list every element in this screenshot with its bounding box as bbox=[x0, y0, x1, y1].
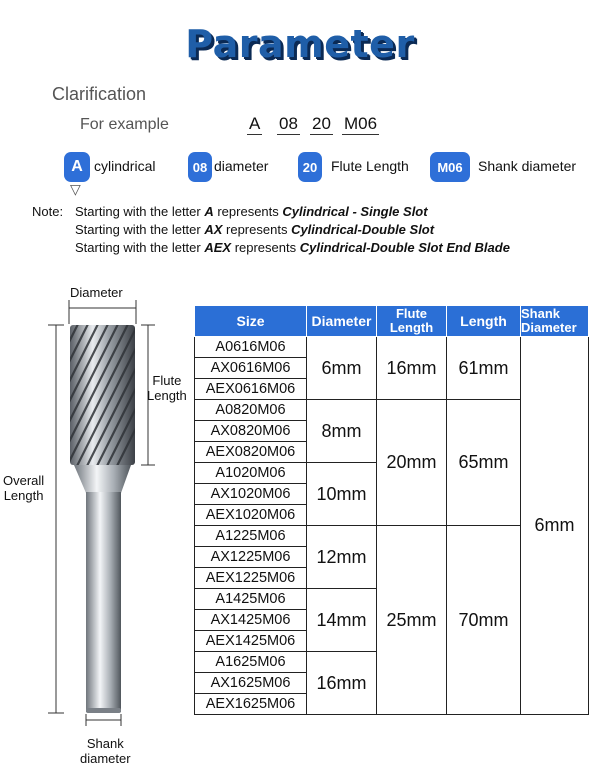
diameter-cell: 12mm bbox=[307, 526, 377, 589]
header-flute-length: Flute Length bbox=[377, 306, 447, 337]
header-length: Length bbox=[447, 306, 521, 337]
size-cell: A0616M06 bbox=[195, 337, 307, 358]
clarification-heading: Clarification bbox=[52, 84, 147, 104]
legend-text-flute-length: Flute Length bbox=[331, 158, 409, 174]
size-cell: AEX0616M06 bbox=[195, 379, 307, 400]
example-code-08: 08 bbox=[279, 114, 298, 133]
legend-badge-m06: M06 bbox=[430, 152, 470, 182]
legend-text-cylindrical: cylindrical bbox=[94, 158, 156, 174]
length-cell: 70mm bbox=[447, 526, 521, 715]
size-cell: AX1625M06 bbox=[195, 673, 307, 694]
flute-cell: 20mm bbox=[377, 400, 447, 526]
note-line-3: Starting with the letter AEX represents Cylindrical-Double Slot End Blade bbox=[75, 240, 510, 255]
diameter-label: Diameter bbox=[70, 285, 123, 300]
header-shank-diameter: Shank Diameter bbox=[521, 306, 589, 337]
size-cell: AEX1425M06 bbox=[195, 631, 307, 652]
page-title: Parameter bbox=[185, 22, 415, 66]
size-cell: AX1225M06 bbox=[195, 547, 307, 568]
size-cell: AEX1225M06 bbox=[195, 568, 307, 589]
size-cell: A1225M06 bbox=[195, 526, 307, 547]
flute-cell: 16mm bbox=[377, 337, 447, 400]
diameter-cell: 16mm bbox=[307, 652, 377, 715]
header-diameter: Diameter bbox=[307, 306, 377, 337]
diameter-cell: 6mm bbox=[307, 337, 377, 400]
legend-badge-20: 20 bbox=[298, 152, 322, 182]
size-cell: AEX1020M06 bbox=[195, 505, 307, 526]
header-size: Size bbox=[195, 306, 307, 337]
parameter-table bbox=[194, 305, 589, 715]
size-cell: AX1425M06 bbox=[195, 610, 307, 631]
legend-badge-a: A bbox=[64, 152, 90, 182]
legend-badge-08: 08 bbox=[188, 152, 212, 182]
shank-cell: 6mm bbox=[521, 337, 589, 715]
size-cell: AEX0820M06 bbox=[195, 442, 307, 463]
size-cell: AX1020M06 bbox=[195, 484, 307, 505]
legend-text-shank-diameter: Shank diameter bbox=[478, 158, 577, 174]
note-line-1: Starting with the letter A represents Cylindrical - Single Slot bbox=[75, 204, 428, 219]
legend-text-diameter: diameter bbox=[214, 158, 269, 174]
size-cell: AEX1625M06 bbox=[195, 694, 307, 715]
table-header-row bbox=[195, 306, 589, 337]
note-line-2: Starting with the letter AX represents Cylindrical-Double Slot bbox=[75, 222, 435, 237]
note-prefix: Note: bbox=[32, 204, 64, 219]
shank-diameter-label: Shank diameter bbox=[80, 736, 131, 766]
overall-length-label: Overall Length bbox=[3, 473, 45, 503]
example-code-a: A bbox=[249, 114, 261, 133]
length-cell: 65mm bbox=[447, 400, 521, 526]
size-cell: AX0616M06 bbox=[195, 358, 307, 379]
flute-length-label: Flute Length bbox=[147, 373, 187, 403]
example-code-20: 20 bbox=[312, 114, 331, 133]
size-cell: A1625M06 bbox=[195, 652, 307, 673]
example-code-m06: M06 bbox=[344, 114, 378, 133]
size-cell: A1425M06 bbox=[195, 589, 307, 610]
burr-illustration bbox=[0, 280, 195, 770]
size-cell: A0820M06 bbox=[195, 400, 307, 421]
flute-cell: 25mm bbox=[377, 526, 447, 715]
size-cell: AX0820M06 bbox=[195, 421, 307, 442]
table-row bbox=[195, 337, 589, 358]
length-cell: 61mm bbox=[447, 337, 521, 400]
diameter-cell: 10mm bbox=[307, 463, 377, 526]
diameter-cell: 14mm bbox=[307, 589, 377, 652]
example-label: For example bbox=[80, 116, 169, 133]
size-cell: A1020M06 bbox=[195, 463, 307, 484]
triangle-down-icon: ▽ bbox=[70, 181, 81, 197]
diameter-cell: 8mm bbox=[307, 400, 377, 463]
